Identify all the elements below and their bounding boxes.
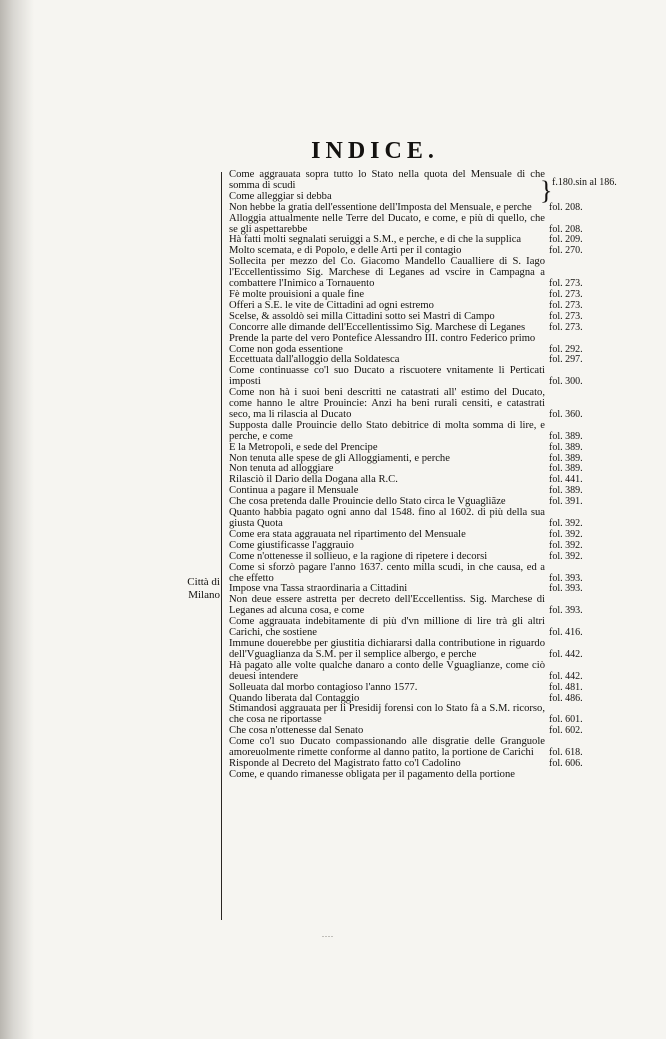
entry-text: Supposta dalle Prouincie dello Stato debitrice di molta somma di lire, e perche, e come	[229, 419, 545, 442]
index-entry	[229, 256, 583, 290]
entry-folio: fol. 416.	[549, 627, 583, 639]
entry-text: Non hebbe la gratia dell'essentione dell'Imposta del Mensuale, e perche	[229, 201, 532, 213]
entry-text: Come aggrauata indebitamente di più d'vn millione di lire trà gli altri Carichi, che sostiene	[229, 616, 545, 639]
entry-text: Rilasciò il Dario della Dogana alla R.C.	[229, 474, 398, 486]
entry-folio: fol. 618.	[549, 747, 583, 759]
marginal-note-text: f.180.sin al 186.	[552, 177, 617, 188]
entry-folio: fol. 273.	[549, 321, 583, 333]
side-label-line2: Milano	[188, 589, 220, 601]
entry-folio: fol. 209.	[549, 234, 583, 246]
entry-text: Quanto habbia pagato ogni anno dal 1548. fino al 1602. di più della sua giusta Quota	[229, 507, 545, 529]
entry-folio: fol. 300.	[549, 376, 583, 388]
entry-folio: fol. 273.	[549, 310, 583, 322]
page-title: INDICE.	[311, 138, 439, 164]
entry-folio: fol. 208.	[549, 223, 583, 235]
entry-text: Scelse, & assoldò sei milla Cittadini sotto sei Mastri di Campo	[229, 310, 495, 322]
entry-text: Quando liberata dal Contaggio	[229, 692, 360, 704]
entry-text: Fè molte prouisioni a quale fine	[229, 288, 365, 300]
entry-folio: fol. 441.	[549, 474, 583, 486]
footer-mark: ....	[322, 930, 334, 939]
index-entry	[229, 616, 583, 639]
entry-folio: fol. 392.	[549, 550, 583, 562]
index-entry	[229, 212, 583, 236]
entry-folio: fol. 481.	[549, 681, 583, 693]
entry-folio: fol. 442.	[549, 648, 583, 660]
index-entry	[229, 365, 583, 388]
entry-folio: fol. 292.	[549, 343, 583, 355]
side-label-line1: Città di	[187, 576, 220, 588]
entry-text: Prende la parte del vero Pontefice Alessandro III. contro Federico primo	[229, 332, 536, 344]
entry-text: Immune douerebbe per giustitia dichiararsi dalla contributione in riguardo dell'Vguaglianza da S.M. per il semplice albergo, e perche	[229, 637, 545, 660]
index-entry	[229, 387, 583, 421]
entry-folio: fol. 393.	[549, 605, 583, 617]
entry-text: Che cosa n'ottenesse dal Senato	[229, 725, 364, 737]
marginal-note	[540, 176, 622, 205]
entry-text: Alloggia attualmente nelle Terre del Ducato, e come, e più di quello, che se gli aspettarebbe	[229, 212, 545, 235]
entry-text: Come non goda essentione	[229, 343, 343, 355]
index-bracket	[221, 172, 228, 920]
entry-folio: fol. 606.	[549, 757, 583, 769]
entry-folio: fol. 601.	[549, 714, 583, 726]
index-entry	[229, 561, 583, 585]
entry-folio: fol. 389.	[549, 463, 583, 475]
entry-folio: fol. 297.	[549, 354, 583, 366]
entry-text: Come continuasse co'l suo Ducato a riscuotere vnitamente li Perticati imposti	[229, 365, 545, 388]
entry-text: Stimandosi aggrauata per li Presidij forensi con lo Stato fà a S.M. ricorso, che cosa ne riportasse	[229, 703, 545, 726]
index-entry	[229, 703, 583, 726]
entry-text: Solleuata dal morbo contagioso l'anno 1577.	[229, 681, 418, 693]
entry-folio: fol. 273.	[549, 288, 583, 300]
entry-folio: fol. 389.	[549, 452, 583, 464]
entry-folio: fol. 360.	[549, 408, 583, 420]
entry-folio: fol. 389.	[549, 485, 583, 497]
entry-text: Come giustificasse l'aggrauio	[229, 539, 354, 551]
index-entry	[229, 770, 547, 781]
index-entries	[229, 169, 583, 781]
entry-text: Che cosa pretenda dalle Prouincie dello Stato circa le Vguagliãze	[229, 496, 506, 508]
entry-folio: fol. 208.	[549, 201, 583, 213]
index-entry	[229, 659, 583, 683]
entry-folio: fol. 392.	[549, 528, 583, 540]
entry-folio: fol. 389.	[549, 430, 583, 442]
brace-icon: }	[540, 176, 553, 205]
entry-text: Come co'l suo Ducato compassionando alle disgratie delle Granguole amoreuolmente rimette conforme al danno patito, la portione de Carichi	[229, 736, 545, 759]
entry-text: Impose vna Tassa straordinaria a Cittadini	[229, 583, 408, 595]
entry-text: Come aggrauata sopra tutto lo Stato nella quota del Mensuale di che somma di scudi	[229, 169, 545, 191]
entry-folio: fol. 389.	[549, 441, 583, 453]
entry-folio: fol. 273.	[549, 299, 583, 311]
entry-folio: fol. 393.	[549, 572, 583, 584]
entry-folio: fol. 392.	[549, 518, 583, 529]
index-entry	[229, 170, 547, 192]
index-entry	[229, 637, 583, 661]
entry-text: Non deue essere astretta per decreto dell'Eccellentiss. Sig. Marchese di Leganes ad alcuna cosa, e come	[229, 594, 545, 617]
entry-folio: fol. 442.	[549, 670, 583, 682]
entry-text: Hà pagato alle volte qualche danaro a conto delle Vguaglianze, come ciò deuesi intendere	[229, 659, 545, 682]
entry-text: Come era stata aggrauata nel ripartimento del Mensuale	[229, 528, 466, 540]
entry-text: Come non hà i suoi beni descritti ne catastrati all' estimo del Ducato, come hanno le altre Prouincie: Anzi ha beni rurali censiti, e catastrati seco, ma li rilascia al Ducato	[229, 387, 545, 420]
entry-text: Non tenuta alle spese de gli Alloggiamenti, e perche	[229, 452, 450, 464]
entry-text: Continua a pagare il Mensuale	[229, 485, 359, 497]
entry-folio: fol. 391.	[549, 496, 583, 508]
entry-text: Risponde al Decreto del Magistrato fatto co'l Cadolino	[229, 757, 461, 769]
entry-folio: fol. 486.	[549, 692, 583, 704]
entry-text: Hà fatti molti segnalati seruiggi a S.M., e perche, e di che la supplica	[229, 234, 522, 246]
entry-text: Come si sforzò pagare l'anno 1637. cento milla scudi, in che causa, ed a che effetto	[229, 561, 545, 584]
index-entry	[229, 594, 583, 617]
entry-text: Sollecita per mezzo del Co. Giacomo Mandello Caualliere di S. Iago l'Eccellentissimo Sig. Marchese di Leganes ad vscire in Campagna a combattere l'Inimico a Tornauento	[229, 256, 545, 290]
index-side-label	[176, 576, 220, 602]
entry-folio: fol. 392.	[549, 539, 583, 551]
entry-folio: fol. 270.	[549, 245, 583, 257]
index-entry	[229, 507, 583, 530]
entry-text: Concorre alle dimande dell'Eccellentissimo Sig. Marchese di Leganes	[229, 321, 526, 333]
entry-text: Molto scemata, e di Popolo, e delle Arti per il contagio	[229, 245, 462, 257]
entry-folio: fol. 393.	[549, 583, 583, 595]
entry-text: Offeri a S.E. le vite de Cittadini ad ogni estremo	[229, 299, 434, 311]
index-entry	[229, 736, 583, 759]
entry-text: Come, e quando rimanesse obligata per il pagamento della portione	[229, 768, 515, 780]
entry-folio: fol. 273.	[549, 278, 583, 290]
entry-folio: fol. 602.	[549, 725, 583, 737]
entry-text: Eccettuata dall'alloggio della Soldatesca	[229, 354, 400, 366]
entry-text: Come n'ottenesse il sollieuo, e la ragione di ripetere i decorsi	[229, 550, 488, 562]
index-entry	[229, 419, 583, 443]
entry-text: Non tenuta ad alloggiare	[229, 463, 334, 475]
entry-text: Come alleggiar si debba	[229, 190, 332, 202]
entry-text: E la Metropoli, e sede del Prencipe	[229, 441, 378, 453]
